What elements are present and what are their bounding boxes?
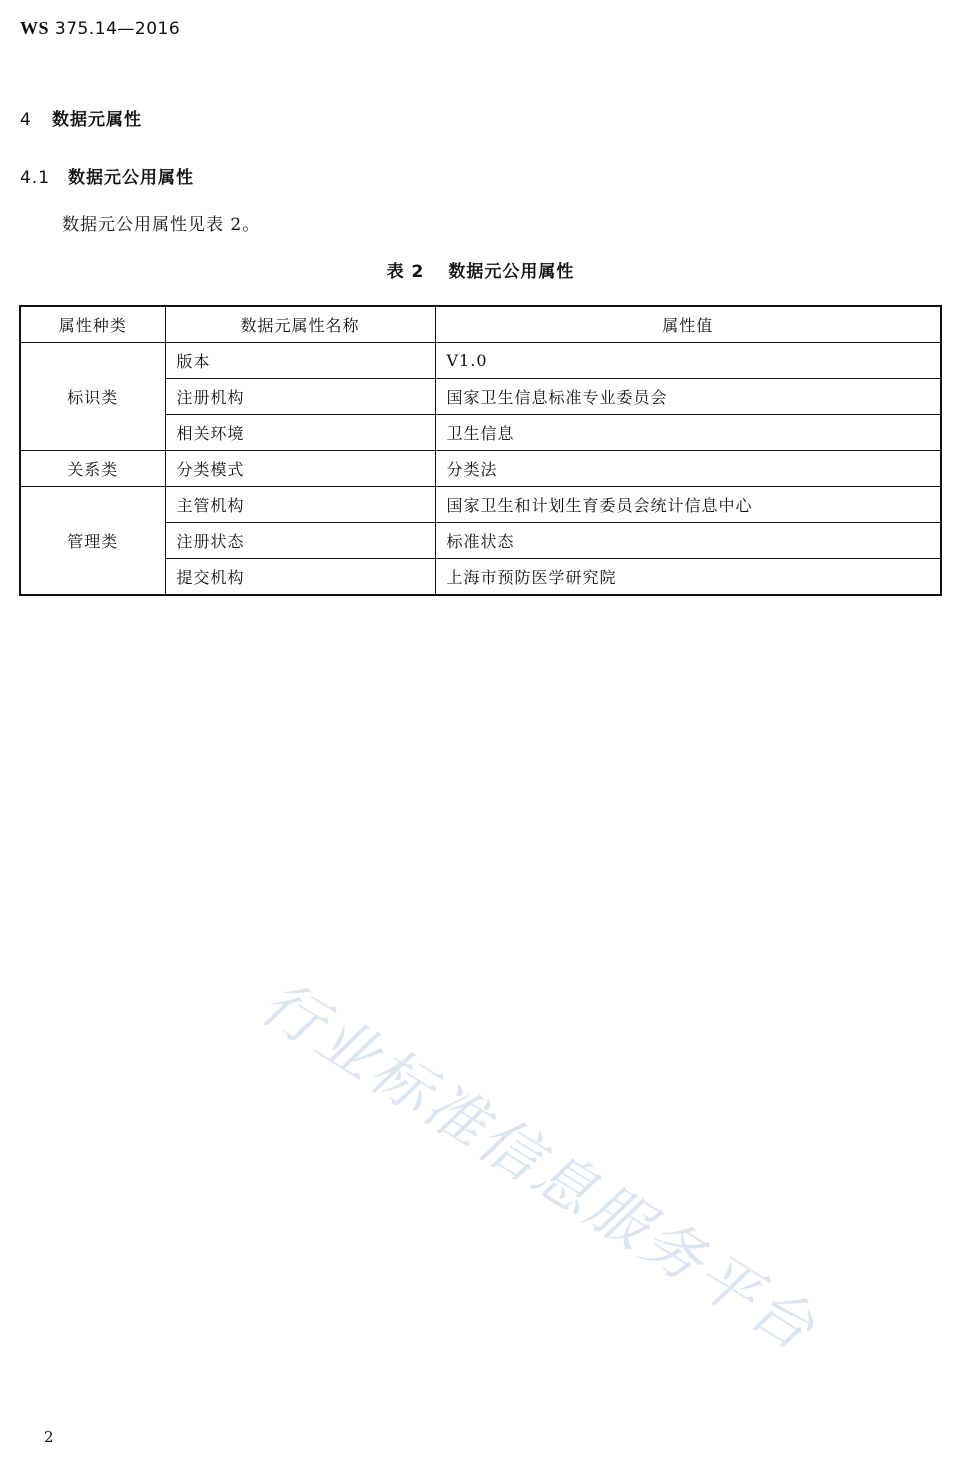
attribute-value-cell: 分类法 (435, 451, 941, 487)
attribute-name-cell: 提交机构 (165, 559, 435, 596)
watermark: 行业标准信息服务平台 (248, 967, 829, 1367)
section-4-heading (20, 105, 142, 130)
attribute-value-cell: V1.0 (435, 343, 941, 379)
table-row (20, 451, 941, 487)
attribute-value-cell: 上海市预防医学研究院 (435, 559, 941, 596)
attribute-name-cell: 主管机构 (165, 487, 435, 523)
attribute-name-cell: 相关环境 (165, 415, 435, 451)
intro-paragraph: 数据元公用属性见表 2。 (62, 215, 261, 235)
category-cell: 管理类 (20, 487, 165, 596)
table-header-row (20, 306, 941, 343)
table-caption (0, 257, 961, 282)
section-4-1-heading (20, 163, 194, 188)
table-row (20, 487, 941, 523)
header-attribute-name: 数据元属性名称 (165, 306, 435, 343)
category-cell: 关系类 (20, 451, 165, 487)
section-4-1-number: 4.1 (20, 168, 51, 188)
section-4-number: 4 (20, 110, 32, 130)
section-4-1-title: 数据元公用属性 (68, 168, 194, 188)
attribute-value-cell: 国家卫生和计划生育委员会统计信息中心 (435, 487, 941, 523)
attribute-name-cell: 注册状态 (165, 523, 435, 559)
table-row (20, 343, 941, 379)
header-attribute-value: 属性值 (435, 306, 941, 343)
attribute-name-cell: 版本 (165, 343, 435, 379)
page-number: 2 (44, 1428, 54, 1446)
header-attribute-category: 属性种类 (20, 306, 165, 343)
category-cell: 标识类 (20, 343, 165, 451)
attribute-value-cell: 卫生信息 (435, 415, 941, 451)
attribute-value-cell: 标准状态 (435, 523, 941, 559)
table-caption-title: 数据元公用属性 (448, 262, 575, 282)
attribute-name-cell: 注册机构 (165, 379, 435, 415)
standard-code-prefix: WS (20, 18, 50, 38)
standard-code (20, 18, 180, 39)
standard-code-number: 375.14—2016 (54, 19, 181, 39)
section-4-title: 数据元属性 (52, 110, 142, 130)
common-attributes-table (19, 305, 942, 596)
attribute-name-cell: 分类模式 (165, 451, 435, 487)
attribute-value-cell: 国家卫生信息标准专业委员会 (435, 379, 941, 415)
table-caption-number: 表 2 (386, 262, 425, 282)
